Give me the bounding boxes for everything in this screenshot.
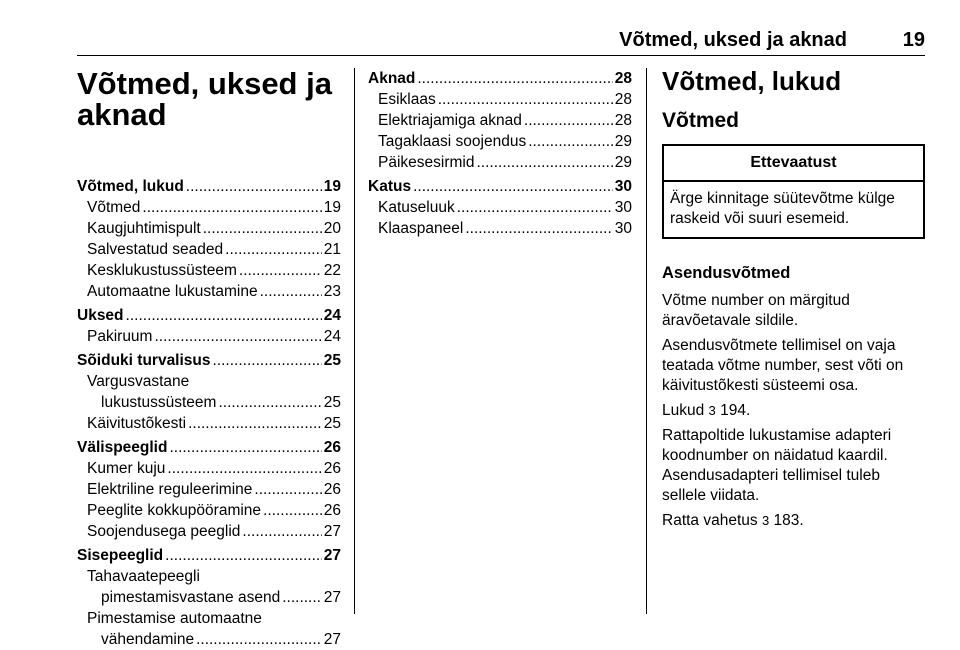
toc-entry[interactable]: Tahavaatepeegli pimestamisvastane asend ..... 27 bbox=[77, 566, 341, 608]
toc-entry[interactable]: Salvestatud seaded ..... 21 bbox=[77, 239, 341, 260]
toc-entry[interactable]: Võtmed, lukud ..... 19 bbox=[77, 176, 341, 197]
toc-entry[interactable]: Katuseluuk ..... 30 bbox=[368, 197, 632, 218]
arrow-reference-icon: 3 bbox=[708, 403, 716, 418]
toc-entry[interactable]: Kaugjuhtimispult ..... 20 bbox=[77, 218, 341, 239]
column-divider bbox=[354, 68, 355, 614]
subsection-title: Võtmed bbox=[662, 109, 740, 132]
toc-entry[interactable]: Sisepeeglid ..... 27 bbox=[77, 545, 341, 566]
column-divider bbox=[646, 68, 647, 614]
toc-entry[interactable]: Aknad ..... 28 bbox=[368, 68, 632, 89]
toc-entry[interactable]: Soojendusega peeglid ..... 27 bbox=[77, 521, 341, 542]
toc-entry[interactable]: Pimestamise automaatne vähendamine ..... 27 bbox=[77, 608, 341, 650]
paragraph: Rattapoltide lukustamise adapteri koodnumber on näidatud kaardil. Asendusadapteri tellimisel tuleb sellele viidata. bbox=[662, 427, 892, 504]
toc-column-1 bbox=[77, 68, 341, 650]
toc-entry[interactable]: Katus ..... 30 bbox=[368, 176, 632, 197]
toc-entry[interactable]: Elektriajamiga aknad ..... 28 bbox=[368, 110, 632, 131]
paragraph: Võtme number on märgitud äravõetavale sildile. bbox=[662, 292, 850, 329]
warning-heading: Ettevaatust bbox=[664, 146, 923, 182]
page-number: 19 bbox=[902, 29, 925, 51]
heading-replacement-keys: Asendusvõtmed bbox=[662, 264, 791, 282]
section-title: Võtmed, lukud bbox=[662, 66, 842, 96]
toc-entry[interactable]: Vargusvastane lukustussüsteem ..... 25 bbox=[77, 371, 341, 413]
cross-reference[interactable]: Ratta vahetus 3 183. bbox=[662, 512, 804, 529]
running-header bbox=[77, 27, 925, 56]
toc-entry[interactable]: Peeglite kokkupööramine ..... 26 bbox=[77, 500, 341, 521]
cross-reference[interactable]: Lukud 3 194. bbox=[662, 402, 751, 419]
toc-entry[interactable]: Automaatne lukustamine ..... 23 bbox=[77, 281, 341, 302]
toc-entry[interactable]: Esiklaas ..... 28 bbox=[368, 89, 632, 110]
toc-entry[interactable]: Elektriline reguleerimine ..... 26 bbox=[77, 479, 341, 500]
toc-entry[interactable]: Tagaklaasi soojendus ..... 29 bbox=[368, 131, 632, 152]
toc-entry[interactable]: Välispeeglid ..... 26 bbox=[77, 437, 341, 458]
toc-entry[interactable]: Pakiruum ..... 24 bbox=[77, 326, 341, 347]
arrow-reference-icon: 3 bbox=[761, 513, 770, 528]
toc-entry[interactable]: Sõiduki turvalisus ..... 25 bbox=[77, 350, 341, 371]
paragraph: Asendusvõtmete tellimisel on vaja teatada võtme number, sest võti on käivitustõkesti süsteemi osa. bbox=[662, 337, 904, 394]
warning-text: Ärge kinnitage süütevõtme külge raskeid või suuri esemeid. bbox=[670, 190, 895, 227]
toc-entry[interactable]: Võtmed ..... 19 bbox=[77, 197, 341, 218]
toc-entry[interactable]: Klaaspaneel ..... 30 bbox=[368, 218, 632, 239]
toc-entry[interactable]: Käivitustõkesti ..... 25 bbox=[77, 413, 341, 434]
header-title: Võtmed, uksed ja aknad bbox=[619, 29, 847, 51]
toc-entry[interactable]: Kesklukustussüsteem ..... 22 bbox=[77, 260, 341, 281]
toc-column-2 bbox=[368, 68, 632, 239]
toc-entry[interactable]: Kumer kuju ..... 26 bbox=[77, 458, 341, 479]
toc-entry[interactable]: Uksed ..... 24 bbox=[77, 305, 341, 326]
toc-entry[interactable]: Päikesesirmid ..... 29 bbox=[368, 152, 632, 173]
chapter-title: Võtmed, uksed ja aknad bbox=[77, 66, 332, 132]
warning-box bbox=[662, 144, 925, 239]
content-column bbox=[662, 68, 925, 536]
